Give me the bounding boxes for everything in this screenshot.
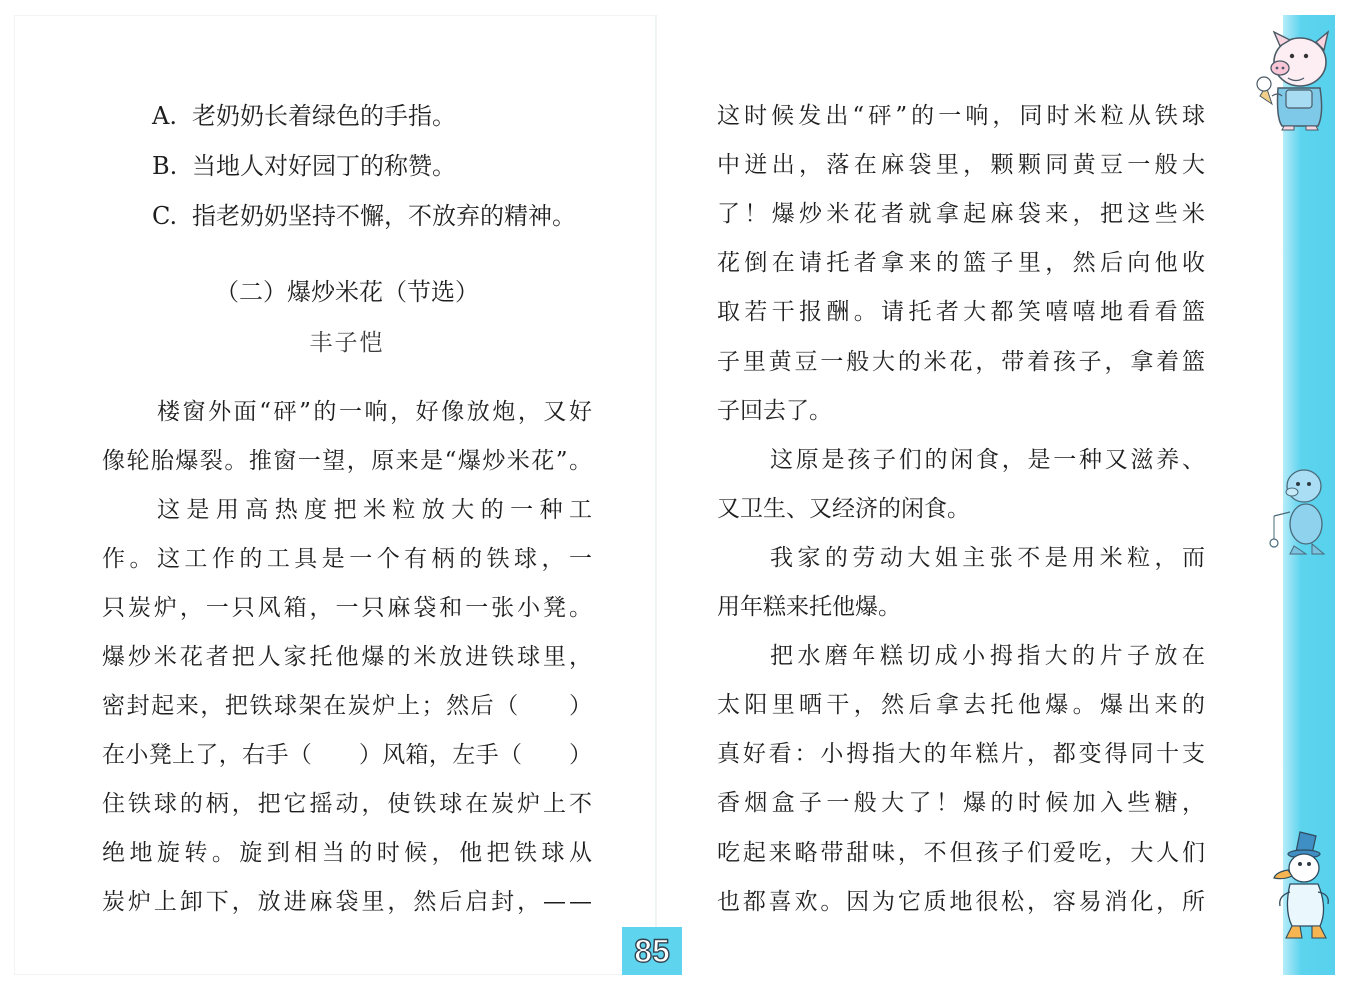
- passage-line: 炭炉上卸下，放进麻袋里，然后启封，——: [102, 889, 595, 915]
- passage-line: 把水磨年糕切成小拇指大的片子放在: [770, 643, 1210, 669]
- page-number-box: [622, 927, 682, 975]
- passage-line: 这原是孩子们的闲食，是一种又滋养、: [770, 447, 1208, 473]
- duck-head: [1274, 854, 1319, 882]
- pig-body: [1278, 88, 1322, 130]
- passage-line: 子里黄豆一般大的米花，带着孩子，拿着篮: [717, 349, 1208, 375]
- passage-line: 这是用高热度把米粒放大的一种工: [157, 497, 599, 523]
- creature-body: [1286, 470, 1324, 554]
- pig-illustration: [1226, 26, 1336, 132]
- passage-line: 香烟盒子一般大了！爆的时候加入些糖，: [717, 790, 1210, 816]
- yoyo-creature-illustration: [1262, 458, 1332, 558]
- passage-line: 绝地旋转。旋到相当的时候，他把铁球从: [102, 840, 597, 866]
- passage-line: 取若干报酬。请托者大都笑嘻嘻地看看篮: [717, 299, 1210, 325]
- passage-line: 真好看：小拇指大的年糕片，都变得同十支: [717, 741, 1208, 767]
- passage-line: 像轮胎爆裂。推窗一望，原来是“爆炒米花”。: [102, 448, 594, 474]
- passage-line: 中迸出，落在麻袋里，颗颗同黄豆一般大: [717, 152, 1210, 178]
- passage-line: 住铁球的柄，把它摇动，使铁球在炭炉上不: [102, 791, 595, 817]
- passage-line: 也都喜欢。因为它质地很松，容易消化，所: [717, 889, 1208, 915]
- duck-body: [1280, 884, 1329, 938]
- passage-line: 这时候发出“砰”的一响，同时米粒从铁球: [717, 103, 1210, 129]
- passage-line: 作。这工作的工具是一个有柄的铁球，一: [102, 546, 597, 572]
- passage-line: 又卫生、又经济的闲食。: [717, 496, 970, 522]
- passage-line: 子回去了。: [717, 398, 832, 424]
- page-gutter: [655, 15, 657, 975]
- passage-line: 太阳里晒干，然后拿去托他爆。爆出来的: [717, 692, 1210, 718]
- option-a: [152, 92, 456, 141]
- option-c: [152, 192, 576, 241]
- passage-line: 密封起来，把铁球架在炭炉上；然后（ ）: [102, 693, 594, 719]
- pig-head: [1271, 32, 1328, 86]
- option-label: B.: [152, 152, 178, 180]
- passage-line: 楼窗外面“砰”的一响，好像放炮，又好: [157, 399, 595, 425]
- passage-line: 爆炒米花者把人家托他爆的米放进铁球里，: [102, 644, 595, 670]
- passage-line: 用年糕来托他爆。: [717, 594, 901, 620]
- yoyo: [1270, 512, 1290, 547]
- passage-author: 丰子恺: [309, 330, 385, 356]
- passage-line: 了！爆炒米花者就拿起麻袋来，把这些米: [717, 201, 1210, 227]
- option-b: [152, 142, 456, 191]
- option-text: 当地人对好园丁的称赞。: [192, 152, 456, 180]
- passage-line: 吃起来略带甜味，不但孩子们爱吃，大人们: [717, 840, 1208, 866]
- passage-title: （二）爆炒米花（节选）: [215, 278, 479, 306]
- page-number: 85: [634, 933, 670, 969]
- passage-line: 我家的劳动大姐主张不是用米粒，而: [770, 545, 1210, 571]
- option-text: 老奶奶长着绿色的手指。: [192, 102, 456, 130]
- option-text: 指老奶奶坚持不懈，不放弃的精神。: [192, 202, 576, 230]
- passage-line: 只炭炉，一只风箱，一只麻袋和一张小凳。: [102, 595, 595, 621]
- option-label: C.: [152, 202, 178, 230]
- duck-illustration: [1266, 830, 1338, 945]
- option-label: A.: [152, 102, 177, 130]
- passage-line: 花倒在请托者拿来的篮子里，然后向他收: [717, 250, 1210, 276]
- passage-line: 在小凳上了，右手（ ）风箱，左手（ ）: [102, 742, 593, 768]
